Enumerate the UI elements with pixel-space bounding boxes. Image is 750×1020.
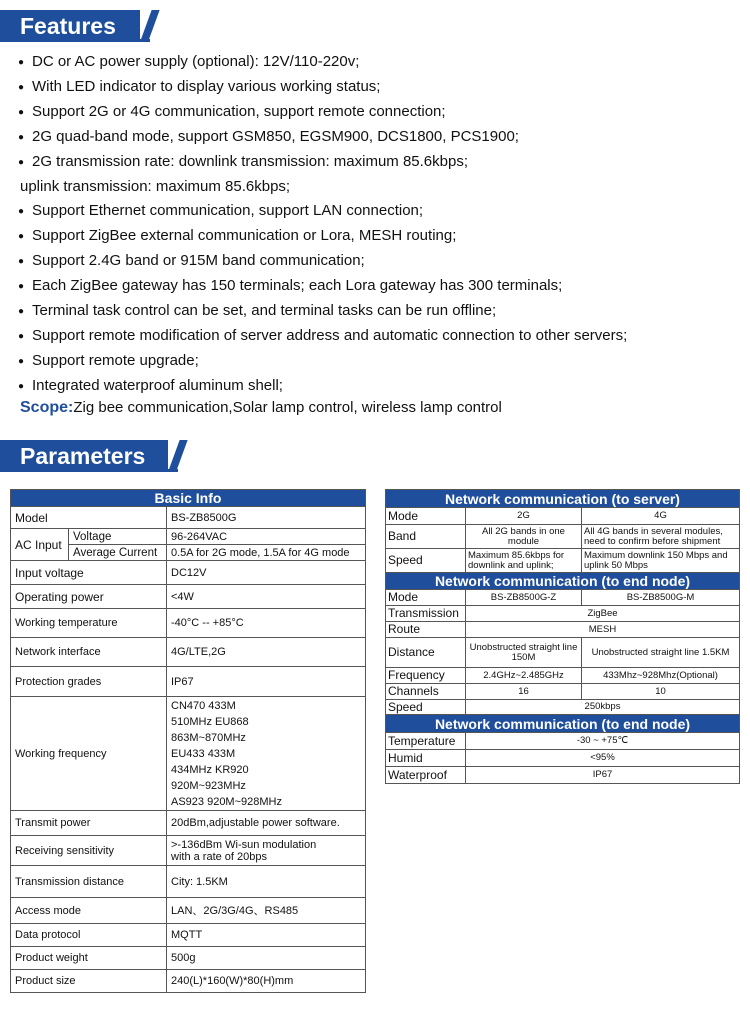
features-heading: Features — [0, 10, 140, 42]
spec-label: Input voltage — [11, 561, 167, 585]
parameters-divider — [0, 469, 178, 472]
spec-label: Working temperature — [11, 609, 167, 638]
temperature-value: -30 ~ +75℃ — [466, 733, 740, 750]
spec-label: Product weight — [11, 947, 167, 970]
bullet-icon: ● — [18, 356, 25, 367]
scope-line — [20, 396, 502, 420]
bullet-icon: ● — [18, 281, 25, 292]
spec-value: >-136dBm Wi-sun modulation with a rate of 20bps — [167, 836, 366, 866]
feature-item — [18, 50, 738, 75]
working-frequency-value — [167, 697, 366, 811]
server-header: Network communication (to server) — [386, 490, 740, 508]
feature-text: Each ZigBee gateway has 150 terminals; each Lora gateway has 300 terminals; — [32, 277, 563, 294]
feature-item — [18, 175, 738, 199]
spec-row — [11, 866, 366, 898]
server-speed-4g: Maximum downlink 150 Mbps and uplink 50 Mbps — [582, 549, 740, 573]
feature-item — [18, 324, 738, 349]
feature-item — [18, 249, 738, 274]
feature-item — [18, 299, 738, 324]
feature-text: Integrated waterproof aluminum shell; — [32, 377, 283, 394]
server-band-2g: All 2G bands in one module — [466, 525, 582, 549]
spec-row — [11, 561, 366, 585]
voltage-value: 96-264VAC — [167, 529, 366, 545]
spec-value: <4W — [167, 585, 366, 609]
spec-label: Operating power — [11, 585, 167, 609]
waterproof-label: Waterproof — [386, 767, 466, 784]
feature-item — [18, 125, 738, 150]
spec-label: Data protocol — [11, 924, 167, 947]
spec-row — [11, 585, 366, 609]
bullet-icon: ● — [18, 331, 25, 342]
feature-text: uplink transmission: maximum 85.6kbps; — [20, 178, 291, 195]
spec-value: City: 1.5KM — [167, 866, 366, 898]
spec-row — [11, 609, 366, 638]
endnode-mode-z: BS-ZB8500G-Z — [466, 590, 582, 606]
frequency-line: EU433 433M — [171, 747, 236, 760]
spec-row — [11, 667, 366, 697]
feature-text: DC or AC power supply (optional): 12V/110-220v; — [32, 53, 360, 70]
spec-row — [11, 638, 366, 667]
spec-label: Protection grades — [11, 667, 167, 697]
endnode-header: Network communication (to end node) — [386, 573, 740, 590]
feature-text: Support Ethernet communication, support LAN connection; — [32, 202, 424, 219]
bullet-icon: ● — [18, 231, 25, 242]
spec-value: 20dBm,adjustable power software. — [167, 811, 366, 836]
features-divider — [0, 39, 150, 42]
spec-value: IP67 — [167, 667, 366, 697]
spec-value: LAN、2G/3G/4G、RS485 — [167, 898, 366, 924]
model-value: BS-ZB8500G — [167, 507, 366, 529]
feature-item — [18, 75, 738, 100]
humid-label: Humid — [386, 750, 466, 767]
feature-text: Support 2G or 4G communication, support remote connection; — [32, 103, 446, 120]
feature-text: 2G transmission rate: downlink transmission: maximum 85.6kbps; — [32, 153, 468, 170]
channels-z: 16 — [466, 684, 582, 700]
network-table — [385, 489, 740, 784]
spec-row — [11, 970, 366, 993]
basic-info-table — [10, 489, 366, 993]
bullet-icon: ● — [18, 132, 25, 143]
transmission-value: ZigBee — [466, 606, 740, 622]
current-label: Average Current — [69, 545, 167, 561]
frequency-z: 2.4GHz~2.485GHz — [466, 668, 582, 684]
basic-info-header: Basic Info — [11, 490, 366, 507]
spec-row — [11, 947, 366, 970]
feature-item — [18, 274, 738, 299]
bullet-icon: ● — [18, 206, 25, 217]
feature-item — [18, 199, 738, 224]
feature-item — [18, 150, 738, 175]
spec-value: -40°C -- +85°C — [167, 609, 366, 638]
frequency-line: AS923 920M~928MHz — [171, 795, 282, 808]
feature-text: 2G quad-band mode, support GSM850, EGSM900, DCS1800, PCS1900; — [32, 128, 519, 145]
frequency-line: 920M~923MHz — [171, 779, 246, 792]
bullet-icon: ● — [18, 57, 25, 68]
frequency-line: 863M~870MHz — [171, 731, 246, 744]
spec-label: Receiving sensitivity — [11, 836, 167, 866]
endnode-mode-label: Mode — [386, 590, 466, 606]
spec-label: Network interface — [11, 638, 167, 667]
spec-value: 240(L)*160(W)*80(H)mm — [167, 970, 366, 993]
spec-value: 4G/LTE,2G — [167, 638, 366, 667]
voltage-label: Voltage — [69, 529, 167, 545]
endnode-mode-m: BS-ZB8500G-M — [582, 590, 740, 606]
frequency-m: 433Mhz~928Mhz(Optional) — [582, 668, 740, 684]
working-frequency-label: Working frequency — [11, 697, 167, 811]
feature-item — [18, 224, 738, 249]
feature-text: Support ZigBee external communication or Lora, MESH routing; — [32, 227, 457, 244]
scope-label: Scope: — [20, 399, 74, 416]
temperature-label: Temperature — [386, 733, 466, 750]
spec-row — [11, 811, 366, 836]
feature-list — [18, 50, 738, 399]
feature-text: Terminal task control can be set, and terminal tasks can be run offline; — [32, 302, 497, 319]
spec-value: MQTT — [167, 924, 366, 947]
env-header: Network communication (to end node) — [386, 715, 740, 733]
spec-label: Product size — [11, 970, 167, 993]
spec-label: Access mode — [11, 898, 167, 924]
humid-value: <95% — [466, 750, 740, 767]
route-label: Route — [386, 622, 466, 638]
spec-row — [11, 836, 366, 866]
spec-label: Transmit power — [11, 811, 167, 836]
server-band-4g: All 4G bands in several modules, need to confirm before shipment — [582, 525, 740, 549]
frequency-label: Frequency — [386, 668, 466, 684]
feature-item — [18, 349, 738, 374]
spec-label: Transmission distance — [11, 866, 167, 898]
current-value: 0.5A for 2G mode, 1.5A for 4G mode — [167, 545, 366, 561]
distance-label: Distance — [386, 638, 466, 668]
feature-item — [18, 100, 738, 125]
parameters-heading: Parameters — [0, 440, 168, 472]
bullet-icon: ● — [18, 157, 25, 168]
bullet-icon: ● — [18, 107, 25, 118]
spec-row — [11, 924, 366, 947]
bullet-icon: ● — [18, 306, 25, 317]
spec-value: DC12V — [167, 561, 366, 585]
waterproof-value: IP67 — [466, 767, 740, 784]
server-speed-label: Speed — [386, 549, 466, 573]
bullet-icon: ● — [18, 381, 25, 392]
channels-label: Channels — [386, 684, 466, 700]
bullet-icon: ● — [18, 82, 25, 93]
feature-text: Support remote upgrade; — [32, 352, 199, 369]
server-speed-2g: Maximum 85.6kbps for downlink and uplink; — [466, 549, 582, 573]
feature-text: With LED indicator to display various working status; — [32, 78, 381, 95]
feature-text: Support remote modification of server address and automatic connection to other servers; — [32, 327, 628, 344]
server-mode-4g: 4G — [582, 508, 740, 525]
frequency-line: 510MHz EU868 — [171, 715, 249, 728]
server-mode-label: Mode — [386, 508, 466, 525]
ac-input-label: AC Input — [11, 529, 69, 561]
model-label: Model — [11, 507, 167, 529]
frequency-line: 434MHz KR920 — [171, 763, 249, 776]
transmission-label: Transmission — [386, 606, 466, 622]
frequency-line: CN470 433M — [171, 699, 236, 712]
channels-m: 10 — [582, 684, 740, 700]
feature-text: Support 2.4G band or 915M band communication; — [32, 252, 365, 269]
speed-label: Speed — [386, 700, 466, 715]
distance-z: Unobstructed straight line 150M — [466, 638, 582, 668]
spec-row — [11, 898, 366, 924]
server-mode-2g: 2G — [466, 508, 582, 525]
bullet-icon: ● — [18, 256, 25, 267]
route-value: MESH — [466, 622, 740, 638]
spec-value: 500g — [167, 947, 366, 970]
speed-value: 250kbps — [466, 700, 740, 715]
scope-text: Zig bee communication,Solar lamp control, wireless lamp control — [73, 399, 502, 416]
distance-m: Unobstructed straight line 1.5KM — [582, 638, 740, 668]
server-band-label: Band — [386, 525, 466, 549]
